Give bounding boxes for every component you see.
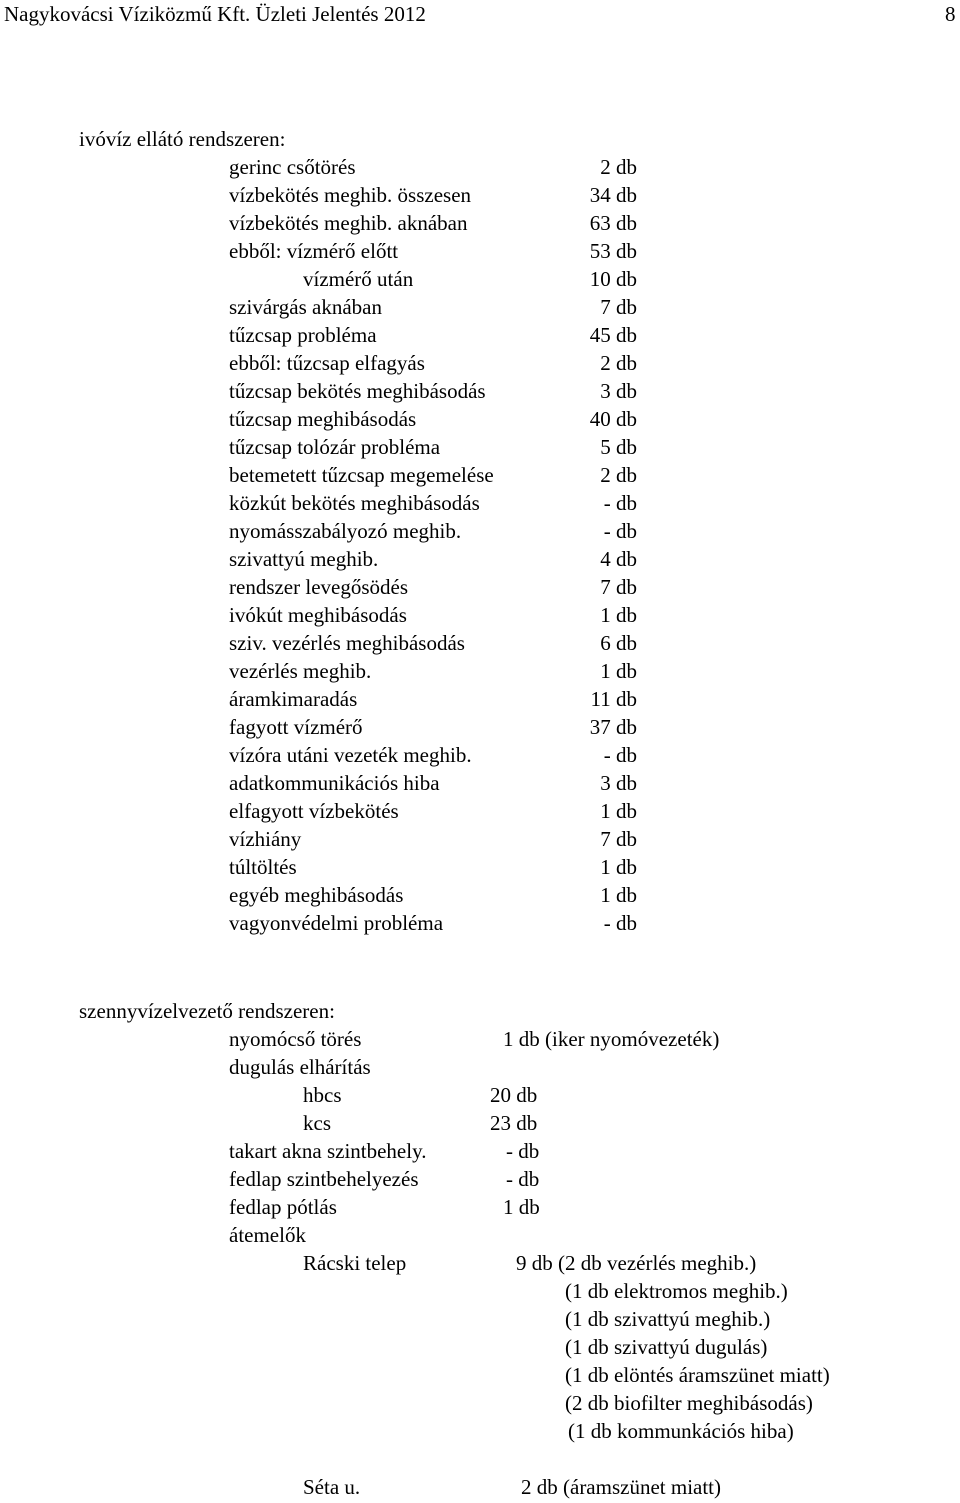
water-row-value: 45 db bbox=[589, 323, 637, 347]
pressure-pipe-break-label: nyomócső törés bbox=[229, 1027, 362, 1051]
water-row-value: - db bbox=[603, 911, 637, 935]
water-row-value: 6 db bbox=[600, 631, 637, 655]
water-row-label: áramkimaradás bbox=[229, 687, 358, 711]
water-row-label: rendszer levegősödés bbox=[229, 575, 409, 599]
water-row-label: nyomásszabályozó meghib. bbox=[229, 519, 462, 543]
water-row-value: 7 db bbox=[600, 575, 637, 599]
racski-detail-line: (2 db biofilter meghibásodás) bbox=[565, 1391, 813, 1415]
water-row-label: ivókút meghibásodás bbox=[229, 603, 407, 627]
water-row-value: 1 db bbox=[600, 799, 637, 823]
water-row-label: tűzcsap probléma bbox=[229, 323, 377, 347]
water-row-label: tűzcsap tolózár probléma bbox=[229, 435, 441, 459]
page-number: 8 bbox=[945, 2, 956, 26]
pumping-stations-label: átemelők bbox=[229, 1223, 306, 1247]
water-row-label: tűzcsap bekötés meghibásodás bbox=[229, 379, 486, 403]
kcs-value: 23 db bbox=[490, 1111, 538, 1135]
racski-detail-line: (1 db elöntés áramszünet miatt) bbox=[565, 1363, 830, 1387]
water-row-label: vízbekötés meghib. összesen bbox=[229, 183, 472, 207]
covered-manhole-value: - db bbox=[506, 1139, 540, 1163]
water-section-heading: ivóvíz ellátó rendszeren: bbox=[79, 127, 286, 151]
seta-street-label: Séta u. bbox=[303, 1475, 361, 1499]
water-row-label: vízbekötés meghib. aknában bbox=[229, 211, 468, 235]
water-row-value: 1 db bbox=[600, 883, 637, 907]
water-row-label: fagyott vízmérő bbox=[229, 715, 363, 739]
water-row-label: gerinc csőtörés bbox=[229, 155, 356, 179]
water-row-value: 3 db bbox=[600, 379, 637, 403]
water-row-label: vagyonvédelmi probléma bbox=[229, 911, 444, 935]
sewer-section-heading: szennyvízelvezető rendszeren: bbox=[79, 999, 335, 1023]
racski-detail-line: (1 db elektromos meghib.) bbox=[565, 1279, 788, 1303]
racski-detail-line: (1 db szivattyú meghib.) bbox=[565, 1307, 771, 1331]
water-row-label: ebből: tűzcsap elfagyás bbox=[229, 351, 425, 375]
water-row-label: szivattyú meghib. bbox=[229, 547, 379, 571]
water-row-label: vízmérő után bbox=[303, 267, 414, 291]
water-row-value: 2 db bbox=[600, 463, 637, 487]
water-row-label: vízhiány bbox=[229, 827, 302, 851]
water-row-value: 1 db bbox=[600, 659, 637, 683]
water-row-label: sziv. vezérlés meghibásodás bbox=[229, 631, 465, 655]
seta-street-value: 2 db (áramszünet miatt) bbox=[521, 1475, 722, 1499]
racski-detail-line: (1 db szivattyú dugulás) bbox=[565, 1335, 768, 1359]
water-row-value: 34 db bbox=[589, 183, 637, 207]
water-row-value: - db bbox=[603, 491, 637, 515]
water-row-value: 3 db bbox=[600, 771, 637, 795]
water-row-label: elfagyott vízbekötés bbox=[229, 799, 399, 823]
water-row-value: 2 db bbox=[600, 155, 637, 179]
water-row-value: 7 db bbox=[600, 295, 637, 319]
cover-leveling-value: - db bbox=[506, 1167, 540, 1191]
water-row-value: 4 db bbox=[600, 547, 637, 571]
racski-station-value: 9 db (2 db vezérlés meghib.) bbox=[516, 1251, 757, 1275]
report-header-title: Nagykovácsi Víziközmű Kft. Üzleti Jelentés 2012 bbox=[4, 2, 426, 26]
water-row-value: - db bbox=[603, 743, 637, 767]
water-row-value: - db bbox=[603, 519, 637, 543]
water-row-value: 7 db bbox=[600, 827, 637, 851]
water-row-label: betemetett tűzcsap megemelése bbox=[229, 463, 494, 487]
water-row-label: közkút bekötés meghibásodás bbox=[229, 491, 480, 515]
water-row-value: 53 db bbox=[589, 239, 637, 263]
water-row-value: 1 db bbox=[600, 855, 637, 879]
water-row-label: adatkommunikációs hiba bbox=[229, 771, 440, 795]
blockage-removal-label: dugulás elhárítás bbox=[229, 1055, 371, 1079]
hbcs-value: 20 db bbox=[490, 1083, 538, 1107]
water-row-value: 63 db bbox=[589, 211, 637, 235]
racski-station-label: Rácski telep bbox=[303, 1251, 407, 1275]
water-row-value: 11 db bbox=[590, 687, 637, 711]
water-row-label: egyéb meghibásodás bbox=[229, 883, 404, 907]
water-row-value: 1 db bbox=[600, 603, 637, 627]
cover-leveling-label: fedlap szintbehelyezés bbox=[229, 1167, 419, 1191]
water-row-value: 37 db bbox=[589, 715, 637, 739]
water-row-value: 2 db bbox=[600, 351, 637, 375]
water-row-label: szivárgás aknában bbox=[229, 295, 382, 319]
water-row-value: 40 db bbox=[589, 407, 637, 431]
water-row-label: túltöltés bbox=[229, 855, 297, 879]
water-row-label: vízóra utáni vezeték meghib. bbox=[229, 743, 472, 767]
water-row-label: tűzcsap meghibásodás bbox=[229, 407, 417, 431]
covered-manhole-label: takart akna szintbehely. bbox=[229, 1139, 427, 1163]
water-row-label: ebből: vízmérő előtt bbox=[229, 239, 399, 263]
racski-detail-line: (1 db kommunkációs hiba) bbox=[568, 1419, 794, 1443]
water-row-value: 5 db bbox=[600, 435, 637, 459]
hbcs-label: hbcs bbox=[303, 1083, 342, 1107]
pressure-pipe-break-value: 1 db (iker nyomóvezeték) bbox=[503, 1027, 720, 1051]
kcs-label: kcs bbox=[303, 1111, 331, 1135]
water-row-label: vezérlés meghib. bbox=[229, 659, 372, 683]
cover-replacement-label: fedlap pótlás bbox=[229, 1195, 337, 1219]
cover-replacement-value: 1 db bbox=[503, 1195, 540, 1219]
water-row-value: 10 db bbox=[589, 267, 637, 291]
